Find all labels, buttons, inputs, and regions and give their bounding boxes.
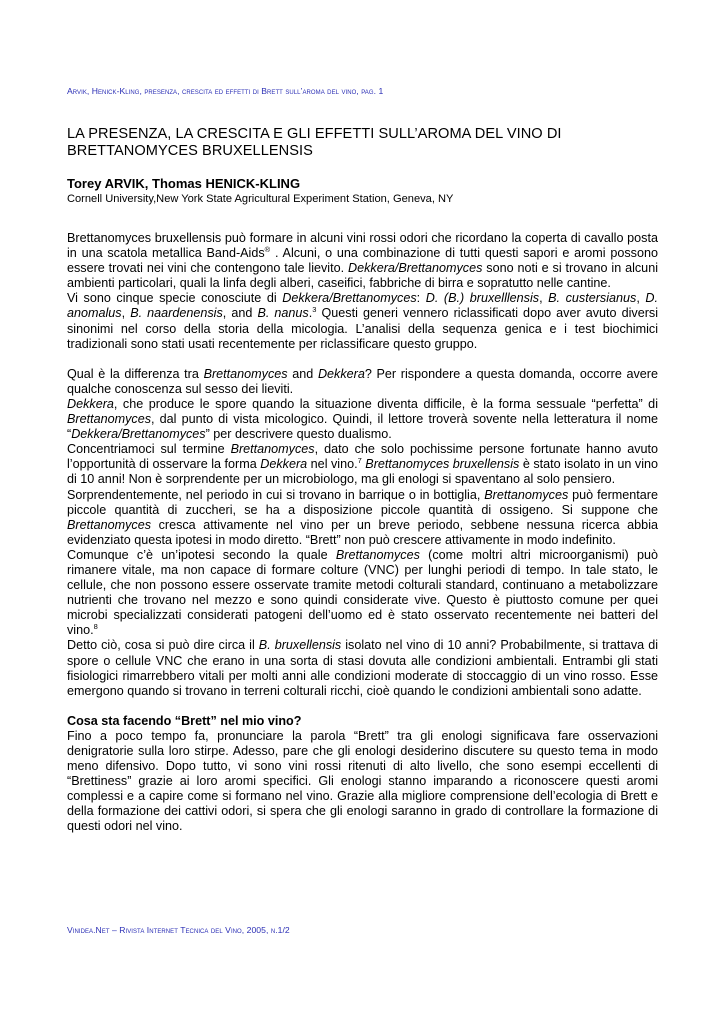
paragraph-ten-year-wine: Detto ciò, cosa si può dire circa il B. bruxellensis isolato nel vino di 10 anni? Probabilmente, si trattava di spore o cellule VNC che erano in una sorta di stasi dovuta alle condizioni ambientali. Entrambi gli stati fisiologici rimarrebbero vitali per molti anni alle condizioni moderate di stoccaggio di un vino rosso. Esse emergono quando si trovano in terreni colturali ricchi, cioè quando le condizioni ambientali sono adatte. bbox=[67, 638, 658, 698]
paragraph-surprisingly: Sorprendentemente, nel periodo in cui si trovano in barrique o in bottiglia, Brettanomyces può fermentare piccole quantità di zuccheri, se ha a disposizione piccole quantità di ossigeno. Si suppone che Brettanomyces cresca attivamente nel vino per un breve periodo, sebbene nessuna ricerca abbia evidenziato questa ipotesi in modo diretto. “Brett” non può crescere attivamente in modo indefinito. bbox=[67, 487, 658, 547]
paragraph-difference: Qual è la differenza tra Brettanomyces and Dekkera? Per rispondere a questa domanda, occorre avere qualche conoscenza sul sesso dei lieviti. bbox=[67, 366, 658, 396]
article-title: LA PRESENZA, LA CRESCITA E GLI EFFETTI SULL’AROMA DEL VINO DI BRETTANOMYCES BRUXELLENSIS bbox=[67, 126, 562, 159]
running-footer: Vinidea.Net – Rivista Internet Tecnica del Vino, 2005, n.1/2 bbox=[67, 925, 290, 935]
section-heading: Cosa sta facendo “Brett” nel mio vino? bbox=[67, 713, 302, 728]
paragraph-species: Vi sono cinque specie conosciute di Dekkera/Brettanomyces: D. (B.) bruxelllensis, B. custersianus, D. anomalus, B. naardenensis, and B. nanus.$^3$ Questi generi vennero riclassificati dopo aver avuto diversi sinonimi nel corso della storia della micologia. L’analisi della sequenza genica e i test biochimici tradizionali sono stati usati recentemente per riclassificare questo gruppo. bbox=[67, 291, 658, 351]
paragraph-brett-in-wine: Fino a poco tempo fa, pronunciare la parola “Brett” tra gli enologi significava fare osservazioni denigratorie sulla loro stirpe. Adesso, pare che gli enologi desiderino discutere su questo tema in modo meno difensivo. Dopo tutto, vi sono vini rossi ritenuti di alto livello, che sono esempi eccellenti di “Brettiness” grazie ai loro aromi specifici. Gli enologi stanno imparando a riconoscere questi aromi complessi e a capire come si formano nel vino. Grazie alla migliore comprensione dell’ecologia di Brett e della formazione dei cattivi odori, si spera che gli enologi saranno in grado di controllare la formazione di questi odori nel vino. bbox=[67, 728, 658, 834]
paragraph-dekkera: Dekkera, che produce le spore quando la situazione diventa difficile, è la forma sessuale “perfetta” di Brettanomyces, dal punto di vista micologico. Quindi, il lettore troverà sovente nella letteratura il nome “Dekkera/Brettanomyces” per descrivere questo dualismo. bbox=[67, 396, 658, 442]
article-body bbox=[67, 231, 658, 835]
paragraph-vnc: Comunque c’è un’ipotesi secondo la quale Brettanomyces (come moltri altri microorganismi) può rimanere vitale, ma non capace di formare colture (VNC) per lunghi periodi di tempo. In tale stato, le cellule, che non possono essere osservate tramite metodi colturali standard, continuano a metabolizzare nutrienti che trovano nel mezzo e sono quindi considerate vive. Questo è piuttosto comune per quei microbi specializzati considerati patogeni dell’uomo ed è stato osservato recentemente nei batteri del vino.$^8$ bbox=[67, 547, 658, 638]
paragraph-intro: Brettanomyces bruxellensis può formare in alcuni vini rossi odori che ricordano la coperta di cavallo posta in una scatola metallica Band-Aids® . Alcuni, o una combinazione di tutti questi sapori e aromi possono essere trovati nei vini che contengono tale lievito. Dekkera/Brettanomyces sono noti e si trovano in alcuni ambienti particolari, quali la linfa degli alberi, caseifici, fabbriche di birra e sopratutto nelle cantine. bbox=[67, 231, 658, 291]
paragraph-concentrate: Concentriamoci sul termine Brettanomyces, dato che solo pochissime persone fortunate hanno avuto l’opportunità di osservare la forma Dekkera nel vino.$^7$ Brettanomyces bruxellensis è stato isolato in un vino di 10 anni! Non è sorprendente per un microbiologo, ma gli enologi si spaventano al solo pensiero. bbox=[67, 442, 659, 487]
article-affiliation: Cornell University,New York State Agricultural Experiment Station, Geneva, NY bbox=[67, 193, 454, 205]
running-header: Arvik, Henick-Kling, presenza, crescita ed effetti di Brett sull’aroma del vino, pag. 1 bbox=[67, 86, 384, 96]
article-authors: Torey ARVIK, Thomas HENICK-KLING bbox=[67, 176, 301, 191]
